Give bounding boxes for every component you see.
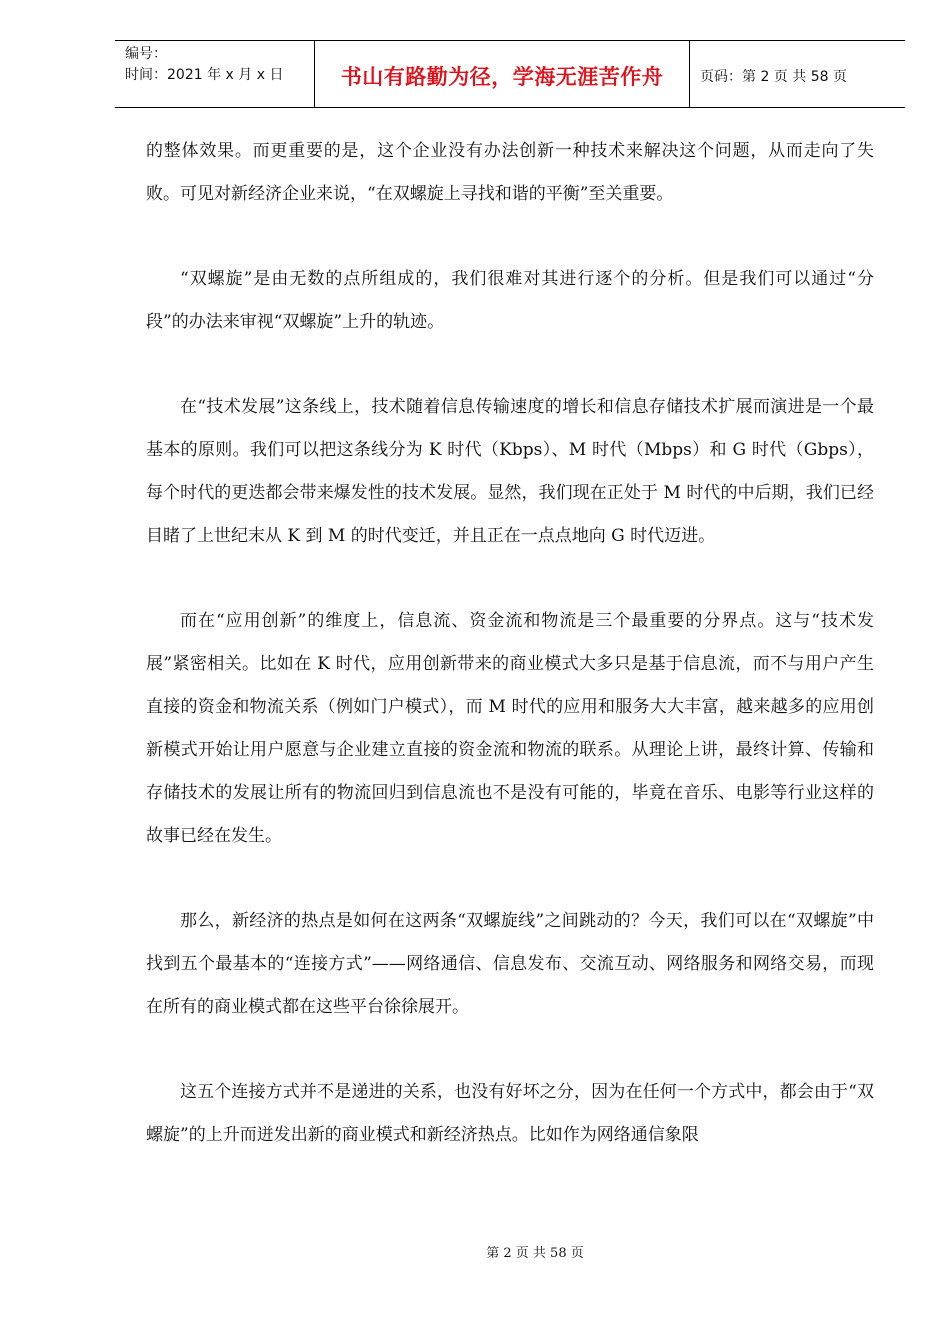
paragraph-1: 的整体效果。而更重要的是，这个企业没有办法创新一种技术来解决这个问题，从而走向了失败。可见对新经济企业来说，“在双螺旋上寻找和谐的平衡”至关重要。 [146,141,874,204]
page-header [115,40,905,108]
number-label: 编号： [125,46,167,62]
page-label: 页码：第 2 页 共 58 页 [700,69,847,85]
time-label: 时间：2021 年 x 月 x 日 [125,67,284,83]
paragraph-5: 那么，新经济的热点是如何在这两条“双螺旋线”之间跳动的？今天，我们可以在“双螺旋”中找到五个最基本的“连接方式”——网络通信、信息发布、交流互动、网络服务和网络交易，而现在所有的商业模式都在这些平台徐徐展开。 [146,911,874,1017]
header-page-cell [690,41,905,107]
header-meta [115,41,315,107]
paragraph-4: 而在“应用创新”的维度上，信息流、资金流和物流是三个最重要的分界点。这与“技术发展”紧密相关。比如在 K 时代，应用创新带来的商业模式大多只是基于信息流，而不与用户产生直接的资金和物流关系（例如门户模式），而 M 时代的应用和服务大大丰富，越来越多的应用创新模式开始让用户愿意与企业建立直接的资金流和物流的联系。从理论上讲，最终计算、传输和存储技术的发展让所有的物流回归到信息流也不是没有可能的，毕竟在音乐、电影等行业这样的故事已经在发生。 [146,611,874,846]
paragraph-6: 这五个连接方式并不是递进的关系，也没有好坏之分，因为在任何一个方式中，都会由于“双螺旋”的上升而迸发出新的商业模式和新经济热点。比如作为网络通信象限 [146,1082,874,1145]
page-footer: 第 2 页 共 58 页 [486,1246,584,1261]
header-motto-cell [315,41,690,107]
paragraph-3: 在“技术发展”这条线上，技术随着信息传输速度的增长和信息存储技术扩展而演进是一个最基本的原则。我们可以把这条线分为 K 时代（Kbps）、M 时代（Mbps）和 G 时代（Gbps），每个时代的更迭都会带来爆发性的技术发展。显然，我们现在正处于 M 时代的中后期，我们已经目睹了上世纪末从 K 到 M 的时代变迁，并且正在一点点地向 G 时代迈进。 [146,397,874,546]
motto: 书山有路勤为径，学海无涯苦作舟 [340,65,664,89]
document-body [146,130,874,1199]
paragraph-2: “双螺旋”是由无数的点所组成的，我们很难对其进行逐个的分析。但是我们可以通过“分段”的办法来审视“双螺旋”上升的轨迹。 [146,269,874,332]
